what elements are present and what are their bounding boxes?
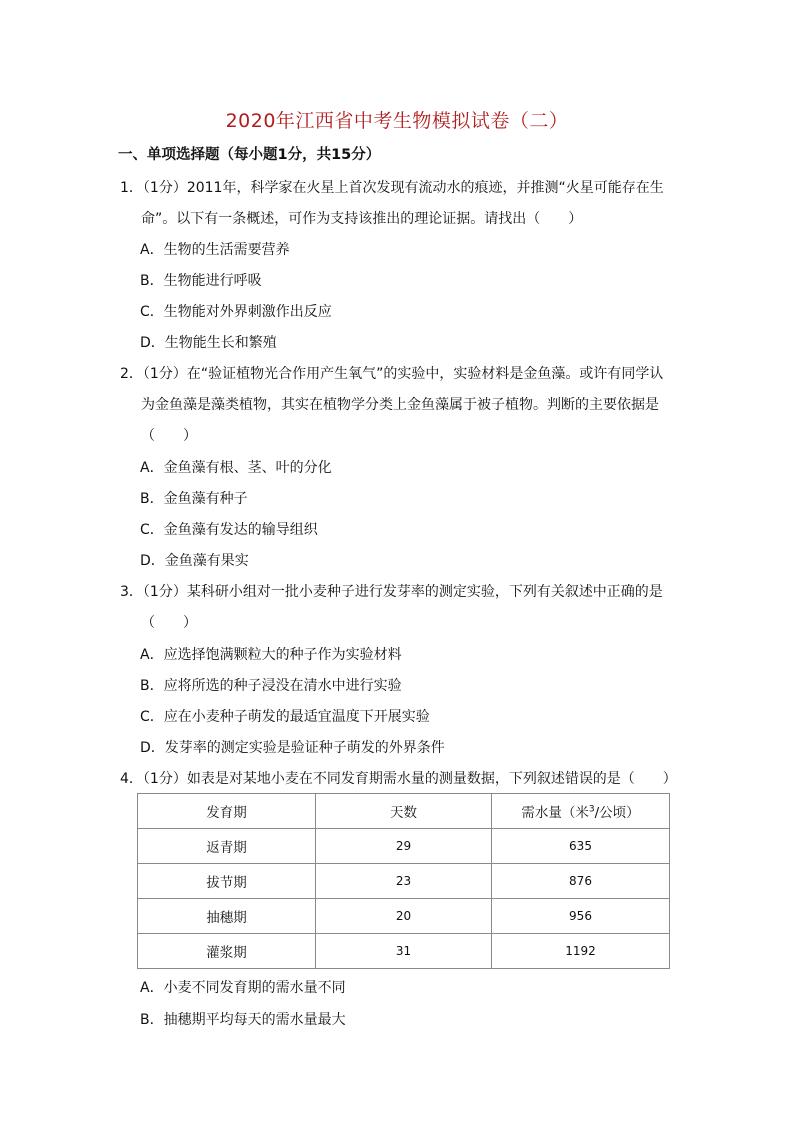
table-cell-water: 876 bbox=[492, 864, 670, 899]
table-cell-water: 635 bbox=[492, 829, 670, 864]
question-3-option-b: B．应将所选的种子浸没在清水中进行实验 bbox=[140, 678, 402, 694]
table-cell-water: 956 bbox=[492, 899, 670, 934]
question-3-option-d: D．发芽率的测定实验是验证种子萌发的外界条件 bbox=[140, 740, 445, 756]
question-3-option-c: C．应在小麦种子萌发的最适宜温度下开展实验 bbox=[140, 709, 430, 725]
table-cell-water: 1192 bbox=[492, 934, 670, 969]
question-1-option-b: B．生物能进行呼吸 bbox=[140, 273, 262, 289]
table-row bbox=[138, 829, 670, 864]
question-2-option-a: A．金鱼藻有根、茎、叶的分化 bbox=[140, 460, 332, 476]
section-heading: 一、单项选择题（每小题1分，共15分） bbox=[118, 147, 381, 163]
table-row bbox=[138, 864, 670, 899]
question-3-line-1: 3．（1分）某科研小组对一批小麦种子进行发芽率的测定实验，下列有关叙述中正确的是 bbox=[120, 584, 663, 600]
question-1-line-2: 命”。以下有一条概述，可作为支持该推出的理论证据。请找出（ ） bbox=[141, 211, 583, 227]
table-cell-stage: 返青期 bbox=[138, 829, 316, 864]
table-cell-days: 23 bbox=[316, 864, 492, 899]
question-3-option-a: A．应选择饱满颗粒大的种子作为实验材料 bbox=[140, 647, 402, 663]
question-4-line-1: 4．（1分）如表是对某地小麦在不同发育期需水量的测量数据，下列叙述错误的是（ ） bbox=[120, 771, 677, 787]
table-header-row bbox=[138, 794, 670, 829]
table-row bbox=[138, 899, 670, 934]
table-header-water-exponent: 3 bbox=[588, 804, 595, 815]
question-1-option-d: D．生物能生长和繁殖 bbox=[140, 335, 277, 351]
table-header-days: 天数 bbox=[316, 794, 492, 829]
question-2-line-1: 2．（1分）在“验证植物光合作用产生氧气”的实验中，实验材料是金鱼藻。或许有同学认 bbox=[120, 366, 664, 382]
question-2-option-c: C．金鱼藻有发达的输导组织 bbox=[140, 522, 318, 538]
table-header-water-unit: /公顷） bbox=[594, 805, 640, 821]
question-4-option-b: B．抽穗期平均每天的需水量最大 bbox=[140, 1012, 346, 1028]
question-2-option-d: D．金鱼藻有果实 bbox=[140, 553, 249, 569]
question-2-line-3: （ ） bbox=[141, 428, 197, 444]
table-cell-stage: 灌浆期 bbox=[138, 934, 316, 969]
table-header-water bbox=[492, 794, 670, 829]
table-cell-days: 31 bbox=[316, 934, 492, 969]
table-cell-stage: 拔节期 bbox=[138, 864, 316, 899]
question-4-option-a: A．小麦不同发育期的需水量不同 bbox=[140, 980, 346, 996]
table-header-water-text: 需水量（米 bbox=[521, 805, 589, 821]
water-requirement-table bbox=[137, 793, 670, 969]
question-1-option-a: A．生物的生活需要营养 bbox=[140, 242, 290, 258]
table-header-stage: 发育期 bbox=[138, 794, 316, 829]
question-2-option-b: B．金鱼藻有种子 bbox=[140, 491, 248, 507]
table-cell-days: 20 bbox=[316, 899, 492, 934]
question-1-line-1: 1．（1分）2011年，科学家在火星上首次发现有流动水的痕迹，并推测“火星可能存在生 bbox=[120, 180, 664, 196]
table-row bbox=[138, 934, 670, 969]
page-title: 2020年江西省中考生物模拟试卷（二） bbox=[225, 110, 569, 132]
question-3-line-2: （ ） bbox=[141, 615, 197, 631]
question-1-option-c: C．生物能对外界刺激作出反应 bbox=[140, 304, 332, 320]
table-cell-stage: 抽穗期 bbox=[138, 899, 316, 934]
table-cell-days: 29 bbox=[316, 829, 492, 864]
question-2-line-2: 为金鱼藻是藻类植物，其实在植物学分类上金鱼藻属于被子植物。判断的主要依据是 bbox=[141, 397, 659, 413]
